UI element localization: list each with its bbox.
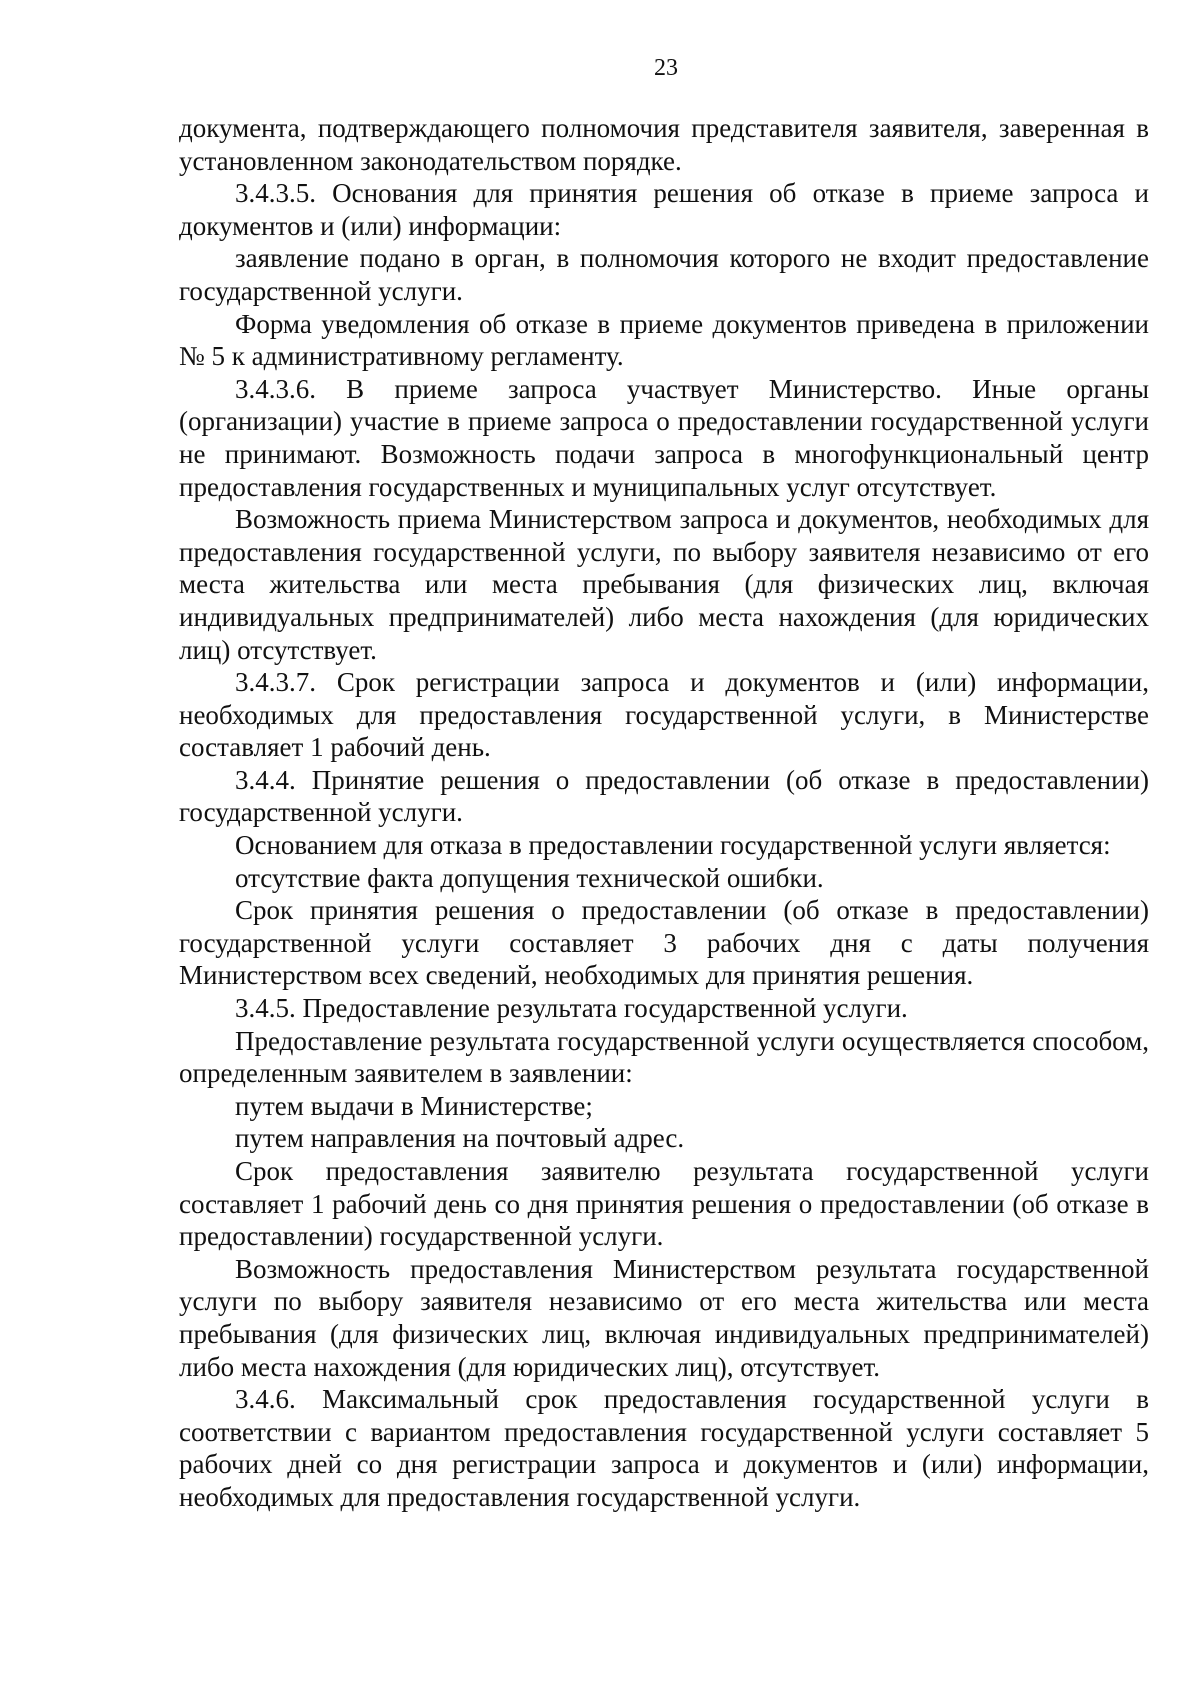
paragraph-3-4-4: 3.4.4. Принятие решения о предоставлении (об отказе в предоставлении) государственной услуги. <box>179 764 1149 828</box>
document-body <box>179 112 1149 1514</box>
paragraph-3-4-3-7: 3.4.3.7. Срок регистрации запроса и документов и (или) информации, необходимых для предоставления государственной услуги, в Министерстве составляет 1 рабочий день. <box>179 667 1149 763</box>
paragraph: Срок предоставления заявителю результата государственной услуги составляет 1 рабочий день со дня принятия решения о предоставлении (об отказе в предоставлении) государственной услуги. <box>179 1156 1149 1252</box>
paragraph: заявление подано в орган, в полномочия которого не входит предоставление государственной услуги. <box>179 243 1149 306</box>
paragraph: путем направления на почтовый адрес. <box>235 1123 685 1154</box>
paragraph-3-4-5: 3.4.5. Предоставление результата государственной услуги. <box>235 993 908 1024</box>
paragraph: Возможность приема Министерством запроса и документов, необходимых для предоставления государственной услуги, по выбору заявителя независимо от его места жительства или места пребывания (для физических лиц, включая индивидуальных предпринимателей) либо места нахождения (для юридических лиц) отсутствует. <box>179 504 1149 665</box>
paragraph-continuation: документа, подтверждающего полномочия представителя заявителя, заверенная в установленном законодательством порядке. <box>179 113 1149 176</box>
paragraph-3-4-3-5: 3.4.3.5. Основания для принятия решения об отказе в приеме запроса и документов и (или) информации: <box>179 178 1149 241</box>
paragraph-3-4-6: 3.4.6. Максимальный срок предоставления государственной услуги в соответствии с вариантом предоставления государственной услуги составляет 5 рабочих дней со дня регистрации запроса и документов и (или) информации, необходимых для предоставления государственной услуги. <box>179 1384 1149 1512</box>
paragraph: путем выдачи в Министерстве; <box>235 1090 593 1121</box>
paragraph: Возможность предоставления Министерством результата государственной услуги по выбору заявителя независимо от его места жительства или места пребывания (для физических лиц, включая индивидуальных предпринимателей) либо места нахождения (для юридических лиц), отсутствует. <box>179 1253 1149 1382</box>
paragraph: Основанием для отказа в предоставлении государственной услуги является: <box>235 830 1111 861</box>
paragraph: отсутствие факта допущения технической ошибки. <box>235 862 824 893</box>
paragraph: Форма уведомления об отказе в приеме документов приведена в приложении № 5 к административному регламенту. <box>179 308 1149 372</box>
paragraph: Предоставление результата государственной услуги осуществляется способом, определенным заявителем в заявлении: <box>179 1025 1149 1089</box>
paragraph: Срок принятия решения о предоставлении (об отказе в предоставлении) государственной услуги составляет 3 рабочих дня с даты получения Министерством всех сведений, необходимых для принятия решения. <box>179 895 1149 991</box>
paragraph-3-4-3-6: 3.4.3.6. В приеме запроса участвует Министерство. Иные органы (организации) участие в приеме запроса о предоставлении государственной услуги не принимают. Возможность подачи запроса в многофункциональный центр предоставления государственных и муниципальных услуг отсутствует. <box>179 373 1149 502</box>
page-number: 23 <box>654 55 678 81</box>
